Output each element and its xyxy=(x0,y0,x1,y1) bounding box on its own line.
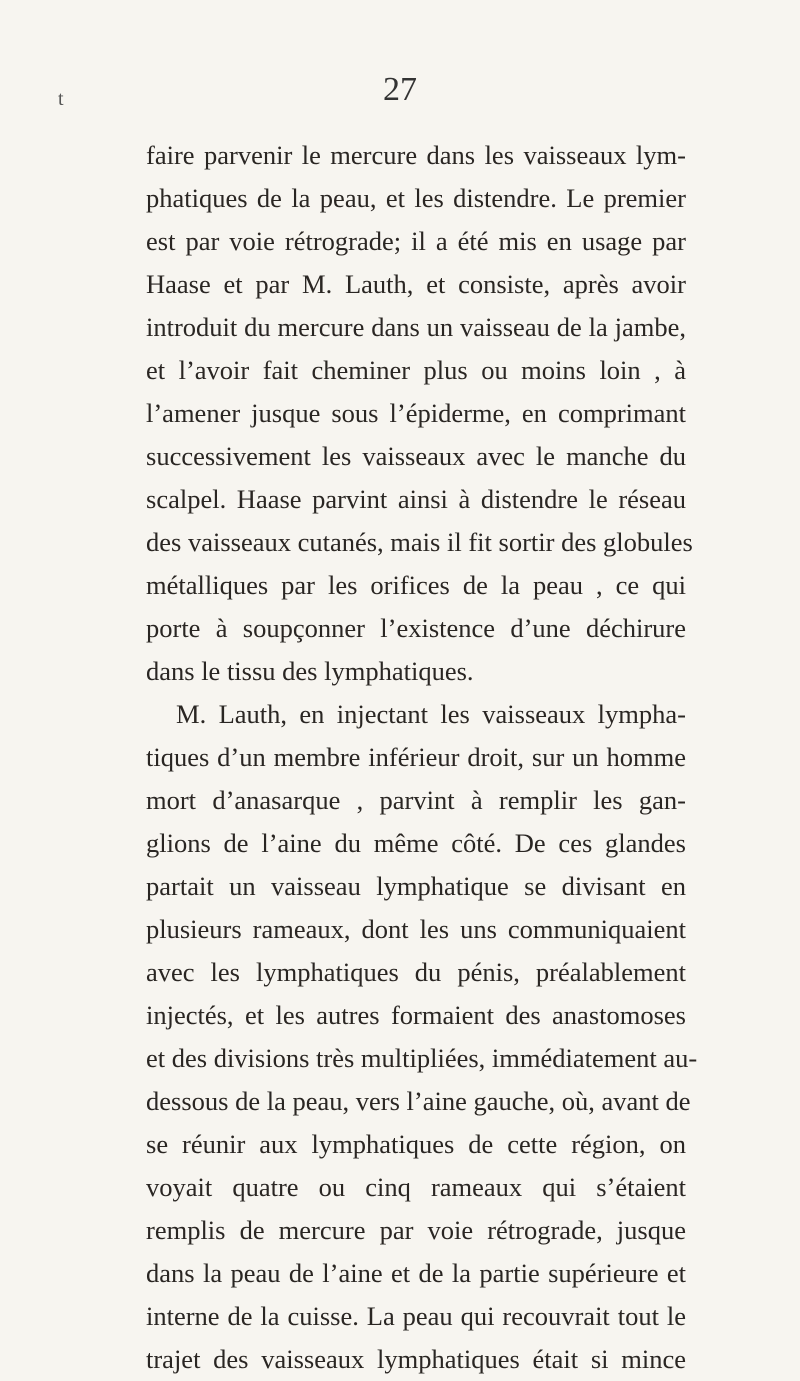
text-line: interne de la cuisse. La peau qui recouvrait tout le xyxy=(146,1301,686,1331)
text-line: remplis de mercure par voie rétrograde, jusque xyxy=(146,1215,686,1245)
body-text xyxy=(146,134,698,1381)
text-line: l’amener jusque sous l’épiderme, en comprimant xyxy=(146,398,686,428)
text-line: glions de l’aine du même côté. De ces glandes xyxy=(146,828,686,858)
paragraph-start-line: M. Lauth, en injectant les vaisseaux lympha- xyxy=(176,699,686,729)
text-line: des vaisseaux cutanés, mais il fit sortir des globules xyxy=(146,527,693,557)
text-line: métalliques par les orifices de la peau , ce qui xyxy=(146,570,686,600)
text-line: porte à soupçonner l’existence d’une déchirure xyxy=(146,613,686,643)
text-line: dans la peau de l’aine et de la partie supérieure et xyxy=(146,1258,686,1288)
text-line: mort d’anasarque , parvint à remplir les gan- xyxy=(146,785,686,815)
text-line: plusieurs rameaux, dont les uns communiquaient xyxy=(146,914,686,944)
text-line: et l’avoir fait cheminer plus ou moins loin , à xyxy=(146,355,686,385)
margin-mark: t xyxy=(58,88,64,110)
text-line: tiques d’un membre inférieur droit, sur un homme xyxy=(146,742,686,772)
text-line: successivement les vaisseaux avec le manche du xyxy=(146,441,686,471)
text-line: avec les lymphatiques du pénis, préalablement xyxy=(146,957,686,987)
text-line: faire parvenir le mercure dans les vaisseaux lym- xyxy=(146,140,686,170)
text-line: phatiques de la peau, et les distendre. Le premier xyxy=(146,183,686,213)
text-line: introduit du mercure dans un vaisseau de la jambe, xyxy=(146,312,686,342)
text-line: se réunir aux lymphatiques de cette région, on xyxy=(146,1129,686,1159)
paragraph-end-line: dans le tissu des lymphatiques. xyxy=(146,656,474,686)
text-line: partait un vaisseau lymphatique se divisant en xyxy=(146,871,686,901)
text-line: et des divisions très multipliées, immédiatement au- xyxy=(146,1043,698,1073)
text-line: scalpel. Haase parvint ainsi à distendre le réseau xyxy=(146,484,686,514)
text-line: Haase et par M. Lauth, et consiste, après avoir xyxy=(146,269,686,299)
text-line: trajet des vaisseaux lymphatiques était si mince xyxy=(146,1344,686,1374)
text-line: est par voie rétrograde; il a été mis en usage par xyxy=(146,226,686,256)
text-line: dessous de la peau, vers l’aine gauche, où, avant de xyxy=(146,1086,691,1116)
page-number: 27 xyxy=(383,71,417,108)
text-line: voyait quatre ou cinq rameaux qui s’étaient xyxy=(146,1172,686,1202)
text-line: injectés, et les autres formaient des anastomoses xyxy=(146,1000,686,1030)
